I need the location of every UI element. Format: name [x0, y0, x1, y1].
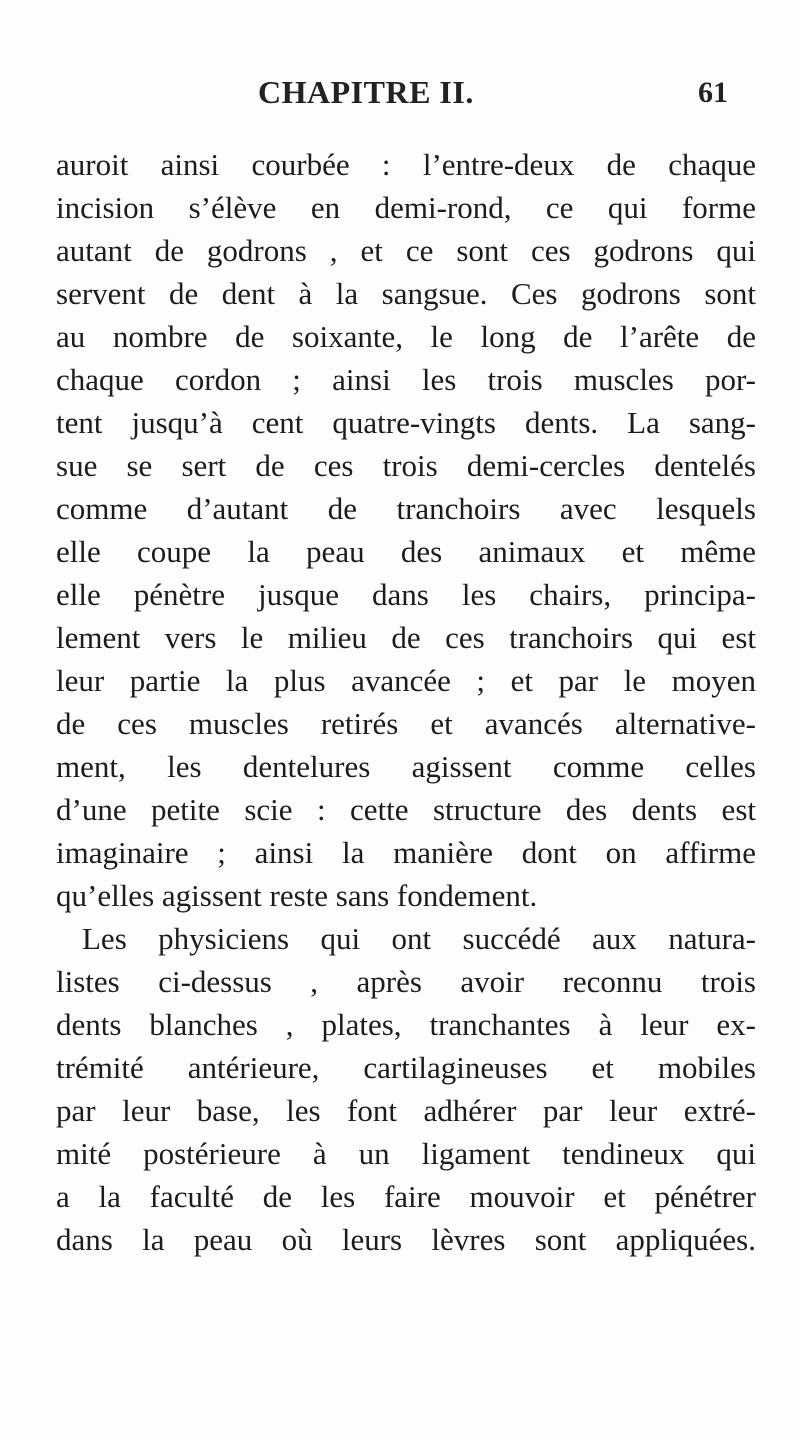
- text-line: d’une petite scie : cette structure des dents est: [56, 792, 756, 827]
- text-line: de ces muscles retirés et avancés alternative-: [56, 706, 756, 741]
- text-line: mité postérieure à un ligament tendineux qui: [56, 1136, 756, 1171]
- text-line: ment, les dentelures agissent comme celles: [56, 749, 756, 784]
- text-line: dents blanches , plates, tranchantes à leur ex-: [56, 1007, 756, 1042]
- text-line: dans la peau où leurs lèvres sont appliquées.: [56, 1222, 756, 1257]
- text-line: imaginaire ; ainsi la manière dont on affirme: [56, 835, 756, 870]
- text-line: listes ci-dessus , après avoir reconnu trois: [56, 964, 756, 999]
- text-line: par leur base, les font adhérer par leur extré-: [56, 1093, 756, 1128]
- text-line: elle coupe la peau des animaux et même: [56, 534, 756, 569]
- text-line: lement vers le milieu de ces tranchoirs qui est: [56, 620, 756, 655]
- text-line: au nombre de soixante, le long de l’arête de: [56, 319, 756, 354]
- text-line: a la faculté de les faire mouvoir et pénétrer: [56, 1179, 756, 1214]
- running-head: CHAPITRE II.: [258, 74, 474, 110]
- text-line: auroit ainsi courbée : l’entre-deux de chaque: [56, 147, 756, 182]
- text-line: trémité antérieure, cartilagineuses et mobiles: [56, 1050, 756, 1085]
- text-line: sue se sert de ces trois demi-cercles dentelés: [56, 448, 756, 483]
- body-text: [56, 143, 756, 1261]
- text-line: leur partie la plus avancée ; et par le moyen: [56, 663, 756, 698]
- text-line: servent de dent à la sangsue. Ces godrons sont: [56, 276, 756, 311]
- text-line: autant de godrons , et ce sont ces godrons qui: [56, 233, 756, 268]
- text-line: Les physiciens qui ont succédé aux natura-: [82, 921, 756, 956]
- page-header: [0, 74, 800, 124]
- text-line: tent jusqu’à cent quatre-vingts dents. La sang-: [56, 405, 756, 440]
- text-line: incision s’élève en demi-rond, ce qui forme: [56, 190, 756, 225]
- text-line: chaque cordon ; ainsi les trois muscles por-: [56, 362, 756, 397]
- text-line: qu’elles agissent reste sans fondement.: [56, 878, 538, 913]
- page-number: 61: [698, 76, 728, 109]
- text-line: elle pénètre jusque dans les chairs, principa-: [56, 577, 756, 612]
- text-line: comme d’autant de tranchoirs avec lesquels: [56, 491, 756, 526]
